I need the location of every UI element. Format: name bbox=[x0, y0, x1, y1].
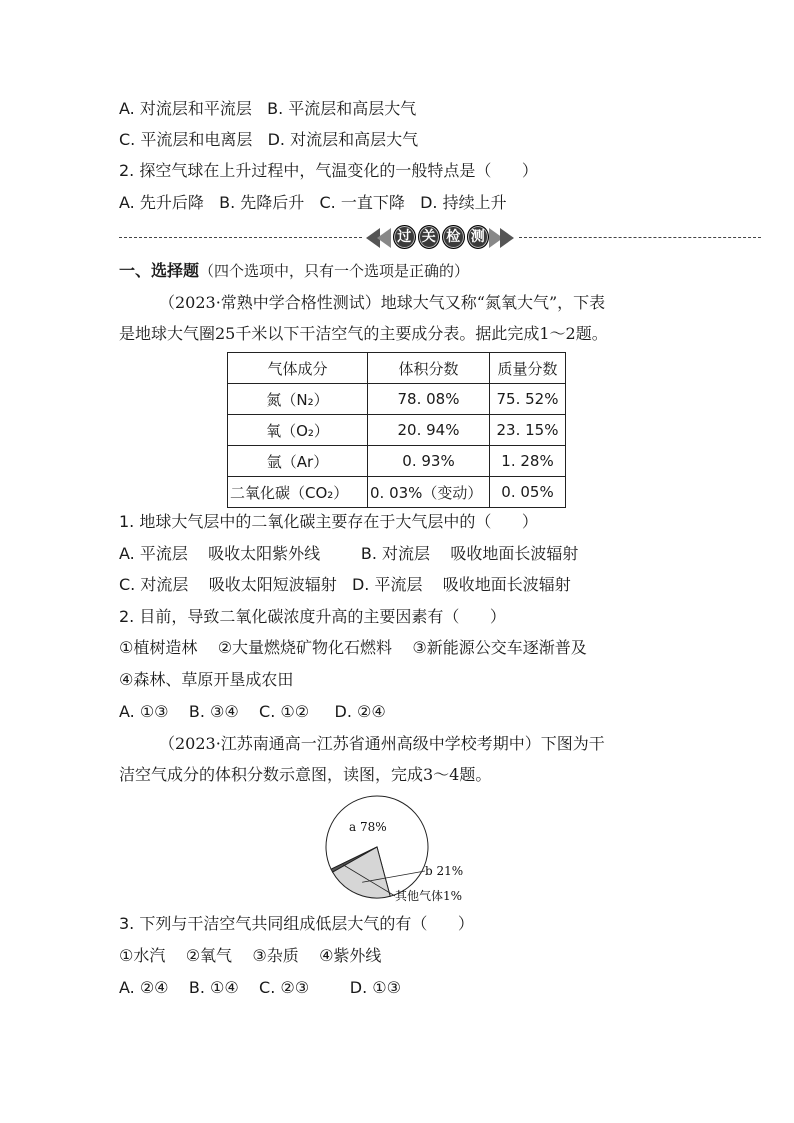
prev-q1-options-ab: A. 对流层和平流层 B. 平流层和高层大气 bbox=[119, 99, 417, 118]
table-cell: 氧（O₂） bbox=[228, 415, 368, 446]
table-header-row bbox=[228, 353, 566, 384]
pie-slice-label: a 78% bbox=[349, 820, 387, 834]
banner-divider-right bbox=[519, 237, 761, 238]
q2-items-line2: ④森林、草原开垦成农田 bbox=[119, 670, 294, 689]
table-cell: 78. 08% bbox=[368, 384, 490, 415]
air-composition-pie-chart bbox=[323, 793, 483, 905]
table-header-cell: 质量分数 bbox=[490, 353, 566, 384]
intro2-line2: 洁空气成分的体积分数示意图，读图，完成3～4题。 bbox=[119, 765, 492, 784]
q2-options: A. ①③ B. ③④ C. ①② D. ②④ bbox=[119, 702, 386, 721]
table-cell: 二氧化碳（CO₂） bbox=[228, 477, 368, 508]
q3-stem: 3. 下列与干洁空气共同组成低层大气的有（ ） bbox=[119, 914, 474, 933]
table-cell: 75. 52% bbox=[490, 384, 566, 415]
section-heading-note: （四个选项中，只有一个选项是正确的） bbox=[199, 262, 470, 280]
prev-q1-options-cd: C. 平流层和电离层 D. 对流层和高层大气 bbox=[119, 130, 419, 149]
q1-options-cd: C. 对流层 吸收太阳短波辐射 D. 平流层 吸收地面长波辐射 bbox=[119, 575, 571, 594]
table-header-cell: 体积分数 bbox=[368, 353, 490, 384]
intro2-line1: （2023·江苏南通高一江苏省通州高级中学校考期中）下图为干 bbox=[159, 734, 605, 753]
banner-char: 过 bbox=[393, 225, 416, 249]
banner-divider-left bbox=[119, 237, 362, 238]
section-banner bbox=[119, 224, 761, 252]
banner-char: 关 bbox=[418, 225, 441, 249]
q1-options-ab: A. 平流层 吸收太阳紫外线 B. 对流层 吸收地面长波辐射 bbox=[119, 544, 579, 563]
table-cell: 23. 15% bbox=[490, 415, 566, 446]
pie-slice-label: 其他气体1% bbox=[395, 889, 463, 903]
section-heading-text: 一、选择题 bbox=[119, 261, 200, 280]
section-heading bbox=[119, 260, 469, 282]
banner-arrow-left-inner-icon bbox=[377, 228, 391, 248]
table-row bbox=[228, 446, 566, 477]
table-cell: 氮（N₂） bbox=[228, 384, 368, 415]
q2-items-line1: ①植树造林 ②大量燃烧矿物化石燃料 ③新能源公交车逐渐普及 bbox=[119, 638, 587, 657]
table-cell: 0. 93% bbox=[368, 446, 490, 477]
banner-arrow-right-icon bbox=[500, 228, 514, 248]
pie-slice-label: b 21% bbox=[425, 864, 464, 878]
table-cell: 20. 94% bbox=[368, 415, 490, 446]
table-header-cell: 气体成分 bbox=[228, 353, 368, 384]
banner-char: 检 bbox=[442, 225, 465, 249]
gas-composition-table bbox=[227, 352, 566, 508]
table-row bbox=[228, 384, 566, 415]
q2-stem: 2. 目前，导致二氧化碳浓度升高的主要因素有（ ） bbox=[119, 607, 506, 626]
intro1-line2: 是地球大气圈25千米以下干洁空气的主要成分表。据此完成1～2题。 bbox=[119, 324, 608, 343]
prev-q2-options: A. 先升后降 B. 先降后升 C. 一直下降 D. 持续上升 bbox=[119, 193, 507, 212]
table-row bbox=[228, 415, 566, 446]
table-cell: 氩（Ar） bbox=[228, 446, 368, 477]
banner-title bbox=[393, 225, 489, 251]
q3-items: ①水汽 ②氧气 ③杂质 ④紫外线 bbox=[119, 946, 382, 965]
table-cell: 0. 03%（变动） bbox=[368, 477, 490, 508]
q3-options: A. ②④ B. ①④ C. ②③ D. ①③ bbox=[119, 978, 401, 997]
prev-q2-stem: 2. 探空气球在上升过程中，气温变化的一般特点是（ ） bbox=[119, 161, 538, 180]
banner-char: 测 bbox=[467, 225, 490, 249]
table-row bbox=[228, 477, 566, 508]
intro1-line1: （2023·常熟中学合格性测试）地球大气又称“氮氧大气”，下表 bbox=[159, 293, 606, 312]
table-cell: 1. 28% bbox=[490, 446, 566, 477]
q1-stem: 1. 地球大气层中的二氧化碳主要存在于大气层中的（ ） bbox=[119, 512, 538, 531]
table-cell: 0. 05% bbox=[490, 477, 566, 508]
